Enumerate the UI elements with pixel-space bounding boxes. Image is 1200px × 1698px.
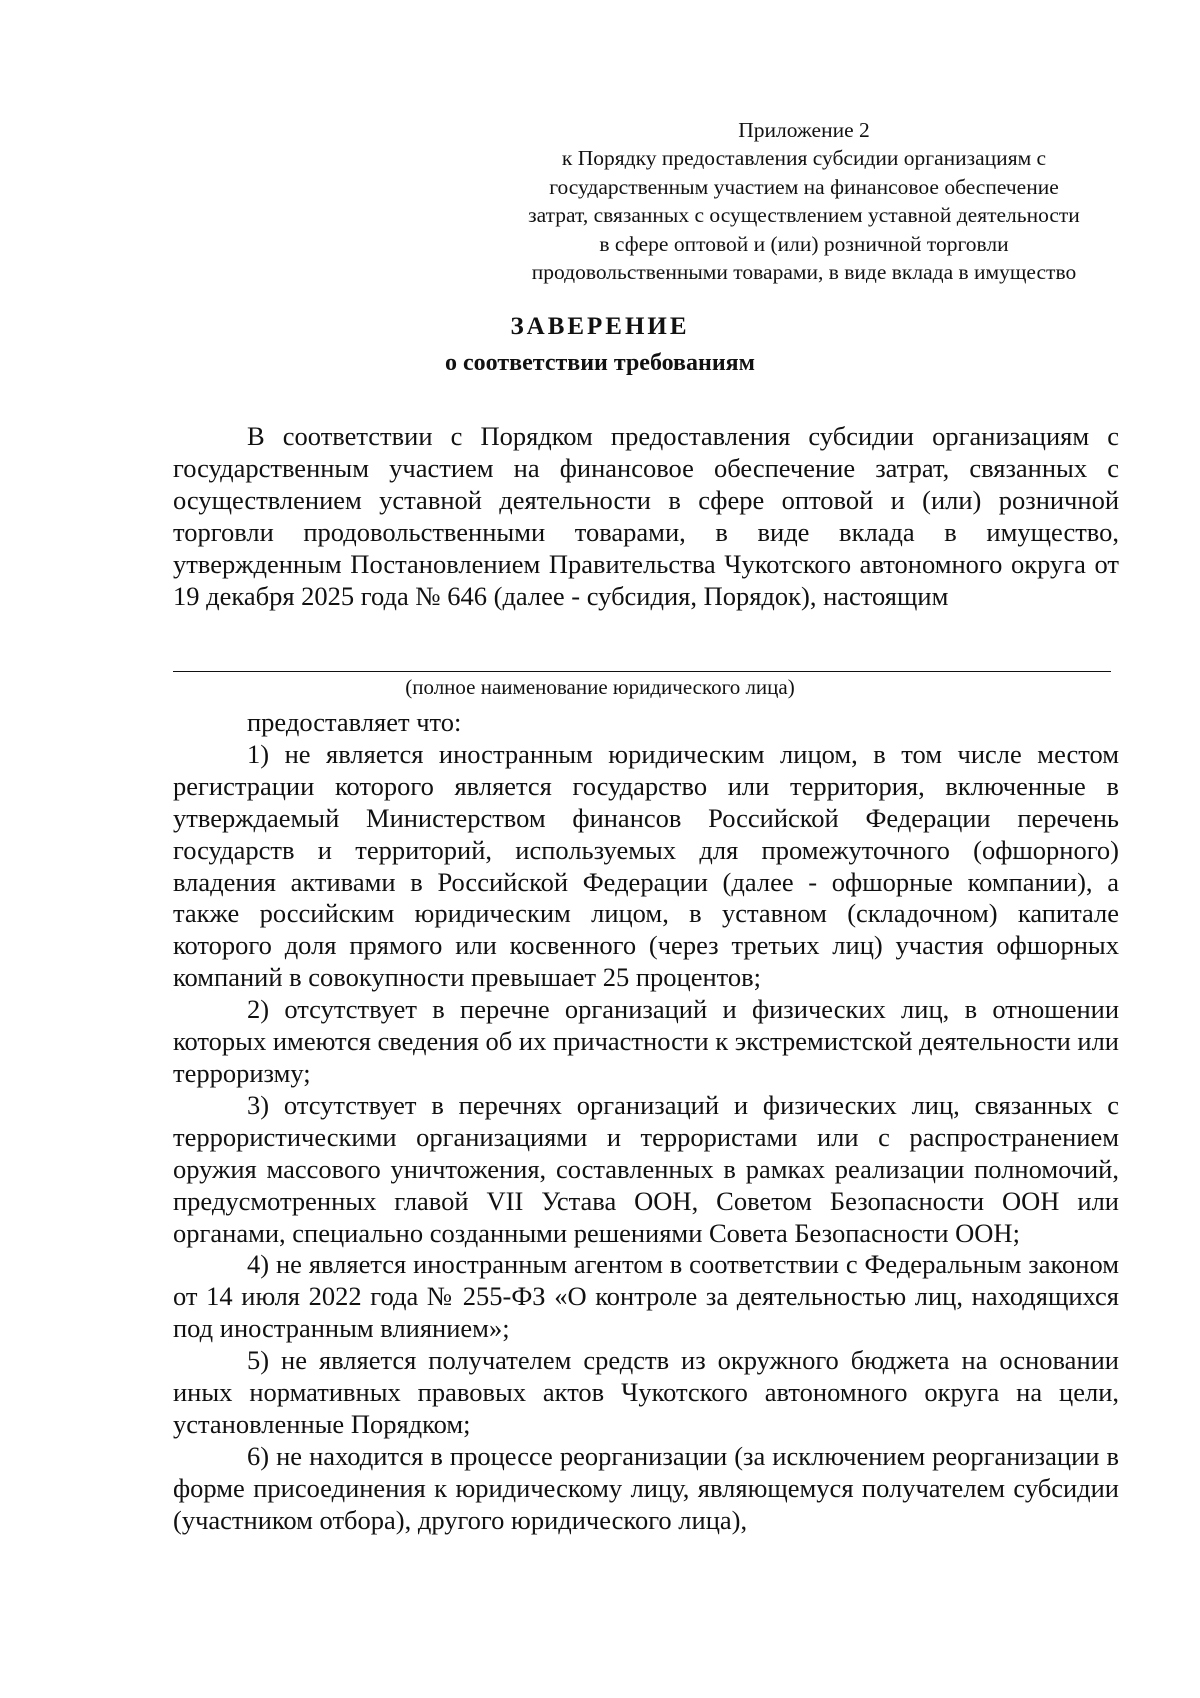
entity-name-field-line: [173, 671, 1111, 672]
list-item: 2) отсутствует в перечне организаций и физических лиц, в отношении которых имеются сведения об их причастности к экстремистской деятельности или терроризму;: [173, 994, 1119, 1088]
lead-text: предоставляет что:: [247, 707, 462, 737]
field-caption: (полное наименование юридического лица): [405, 675, 795, 699]
annex-line: затрат, связанных с осуществлением уставной деятельности: [528, 203, 1080, 228]
document-subtitle: о соответствии требованиям: [445, 350, 755, 376]
annex-line: в сфере оптовой и (или) розничной торговли: [599, 231, 1009, 256]
declaration-list: [173, 707, 1119, 1537]
intro-block: [173, 421, 1119, 612]
annex-line: к Порядку предоставления субсидии организациям с: [561, 146, 1047, 171]
list-item: 4) не является иностранным агентом в соответствии с Федеральным законом от 14 июля 2022 года № 255-ФЗ «О контроле за деятельностью лиц, находящихся под иностранным влиянием»;: [173, 1249, 1119, 1344]
list-item: 6) не находится в процессе реорганизации (за исключением реорганизации в форме присоединения к юридическому лицу, являющемуся получателем субсидии (участником отбора), другого юридического лица),: [173, 1440, 1119, 1535]
annex-header: [484, 116, 1124, 286]
annex-line: Приложение 2: [738, 118, 870, 142]
intro-paragraph: В соответствии с Порядком предоставления субсидии организациям с государственным участием на финансовое обеспечение затрат, связанных с осуществлением уставной деятельности в сфере оптовой и (или) розничной торговли продовольственными товарами, в виде вклада в имущество, утвержденным Постановлением Правительства Чукотского автономного округа от 19 декабря 2025 года № 646 (далее - субсидия, Порядок), настоящим: [173, 421, 1119, 611]
list-item: 1) не является иностранным юридическим лицом, в том числе местом регистрации которого является государство или территория, включенные в утверждаемый Министерством финансов Российской Федерации перечень государств и территорий, используемых для промежуточного (офшорного) владения активами в Российской Федерации (далее - офшорные компании), а также российским юридическим лицом, в уставном (складочном) капитале которого доля прямого или косвенного (через третьих лиц) участия офшорных компаний в совокупности превышает 25 процентов;: [173, 738, 1119, 993]
annex-line: продовольственными товарами, в виде вклада в имущество: [531, 260, 1077, 285]
document-title: ЗАВЕРЕНИЕ: [510, 313, 690, 340]
annex-line: государственным участием на финансовое обеспечение: [549, 174, 1059, 199]
list-item: 5) не является получателем средств из окружного бюджета на основании иных нормативных правовых актов Чукотского автономного округа на цели, установленные Порядком;: [173, 1345, 1119, 1439]
list-item: 3) отсутствует в перечнях организаций и физических лиц, связанных с террористическими организациями и террористами или с распространением оружия массового уничтожения, составленных в рамках реализации полномочий, предусмотренных главой VII Устава ООН, Советом Безопасности ООН или органами, специально созданными решениями Совета Безопасности ООН;: [173, 1089, 1119, 1248]
